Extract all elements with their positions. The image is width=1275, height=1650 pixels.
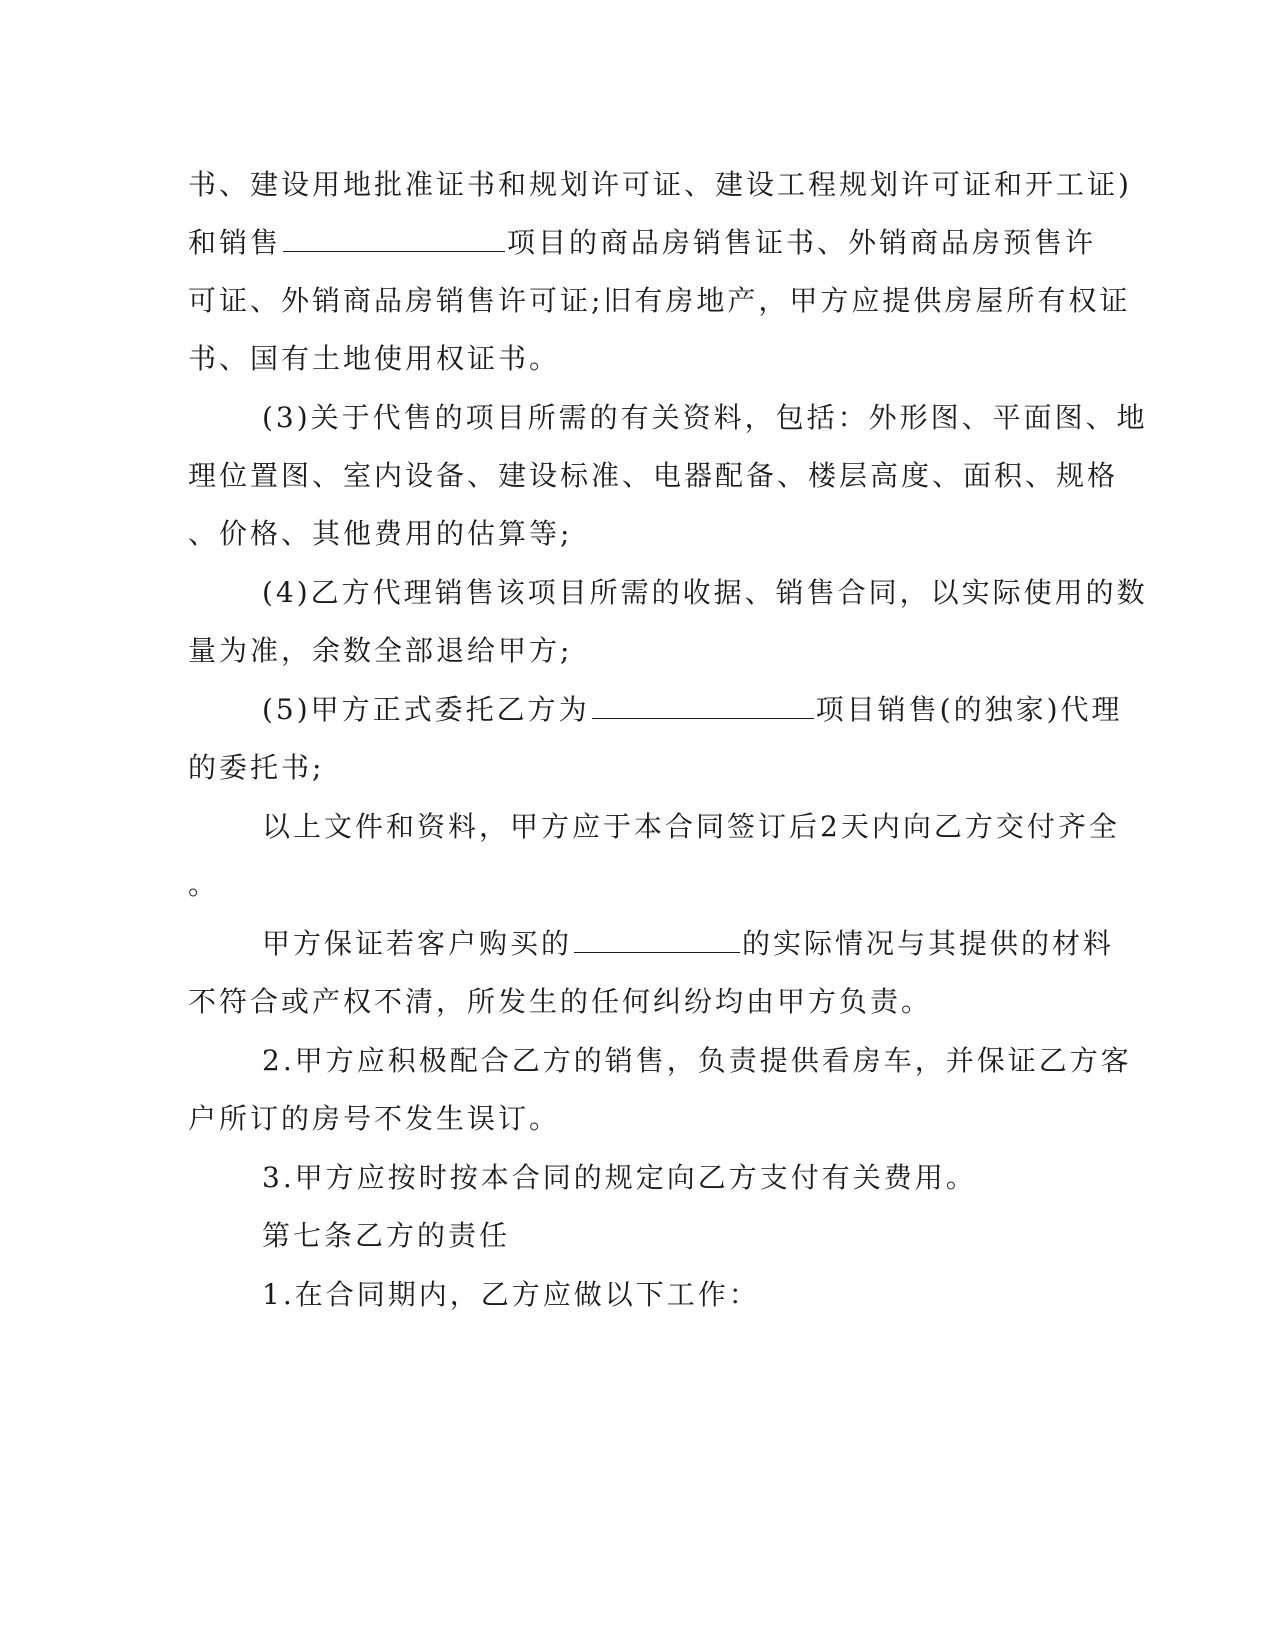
text-segment: 项目的商品房销售证书、外销商品房预售许 xyxy=(507,226,1097,259)
text-segment: 项目销售(的独家)代理 xyxy=(815,693,1123,726)
text-line xyxy=(262,926,1162,962)
blank-underline xyxy=(283,227,505,252)
text-line: (4)乙方代理销售该项目所需的收据、销售合同，以实际使用的数 xyxy=(262,576,1148,609)
text-segment: 和销售 xyxy=(188,226,282,259)
text-segment: 的实际情况与其提供的材料 xyxy=(742,927,1115,960)
text-line: 。 xyxy=(188,868,220,901)
text-line: 的委托书; xyxy=(188,751,325,784)
text-line: 量为准，余数全部退给甲方; xyxy=(188,634,573,667)
text-line: 、价格、其他费用的估算等; xyxy=(188,517,573,550)
blank-underline xyxy=(574,928,740,953)
text-line: 1.在合同期内，乙方应做以下工作： xyxy=(262,1278,760,1311)
text-line: 2.甲方应积极配合乙方的销售，负责提供看房车，并保证乙方客 xyxy=(262,1044,1132,1077)
text-line: 3.甲方应按时按本合同的规定向乙方支付有关费用。 xyxy=(262,1161,977,1194)
text-line: 理位置图、室内设备、建设标准、电器配备、楼层高度、面积、规格 xyxy=(188,459,1119,492)
text-line: (3)关于代售的项目所需的有关资料，包括：外形图、平面图、地 xyxy=(262,401,1148,434)
text-line: 书、建设用地批准证书和规划许可证、建设工程规划许可证和开工证) xyxy=(188,168,1132,201)
section-heading: 第七条乙方的责任 xyxy=(262,1219,511,1252)
text-line: 户所订的房号不发生误订。 xyxy=(188,1102,561,1135)
text-segment: 甲方保证若客户购买的 xyxy=(262,927,573,960)
text-line: 可证、外销商品房销售许可证;旧有房地产，甲方应提供房屋所有权证 xyxy=(188,284,1131,317)
text-line xyxy=(188,225,1097,261)
text-line: 不符合或产权不清，所发生的任何纠纷均由甲方负责。 xyxy=(188,985,933,1018)
text-line xyxy=(262,692,1162,728)
text-line: 书、国有土地使用权证书。 xyxy=(188,342,561,375)
text-line: 以上文件和资料，甲方应于本合同签订后2天内向乙方交付齐全 xyxy=(262,810,1120,843)
blank-underline xyxy=(592,694,814,719)
text-segment: (5)甲方正式委托乙方为 xyxy=(262,693,590,726)
